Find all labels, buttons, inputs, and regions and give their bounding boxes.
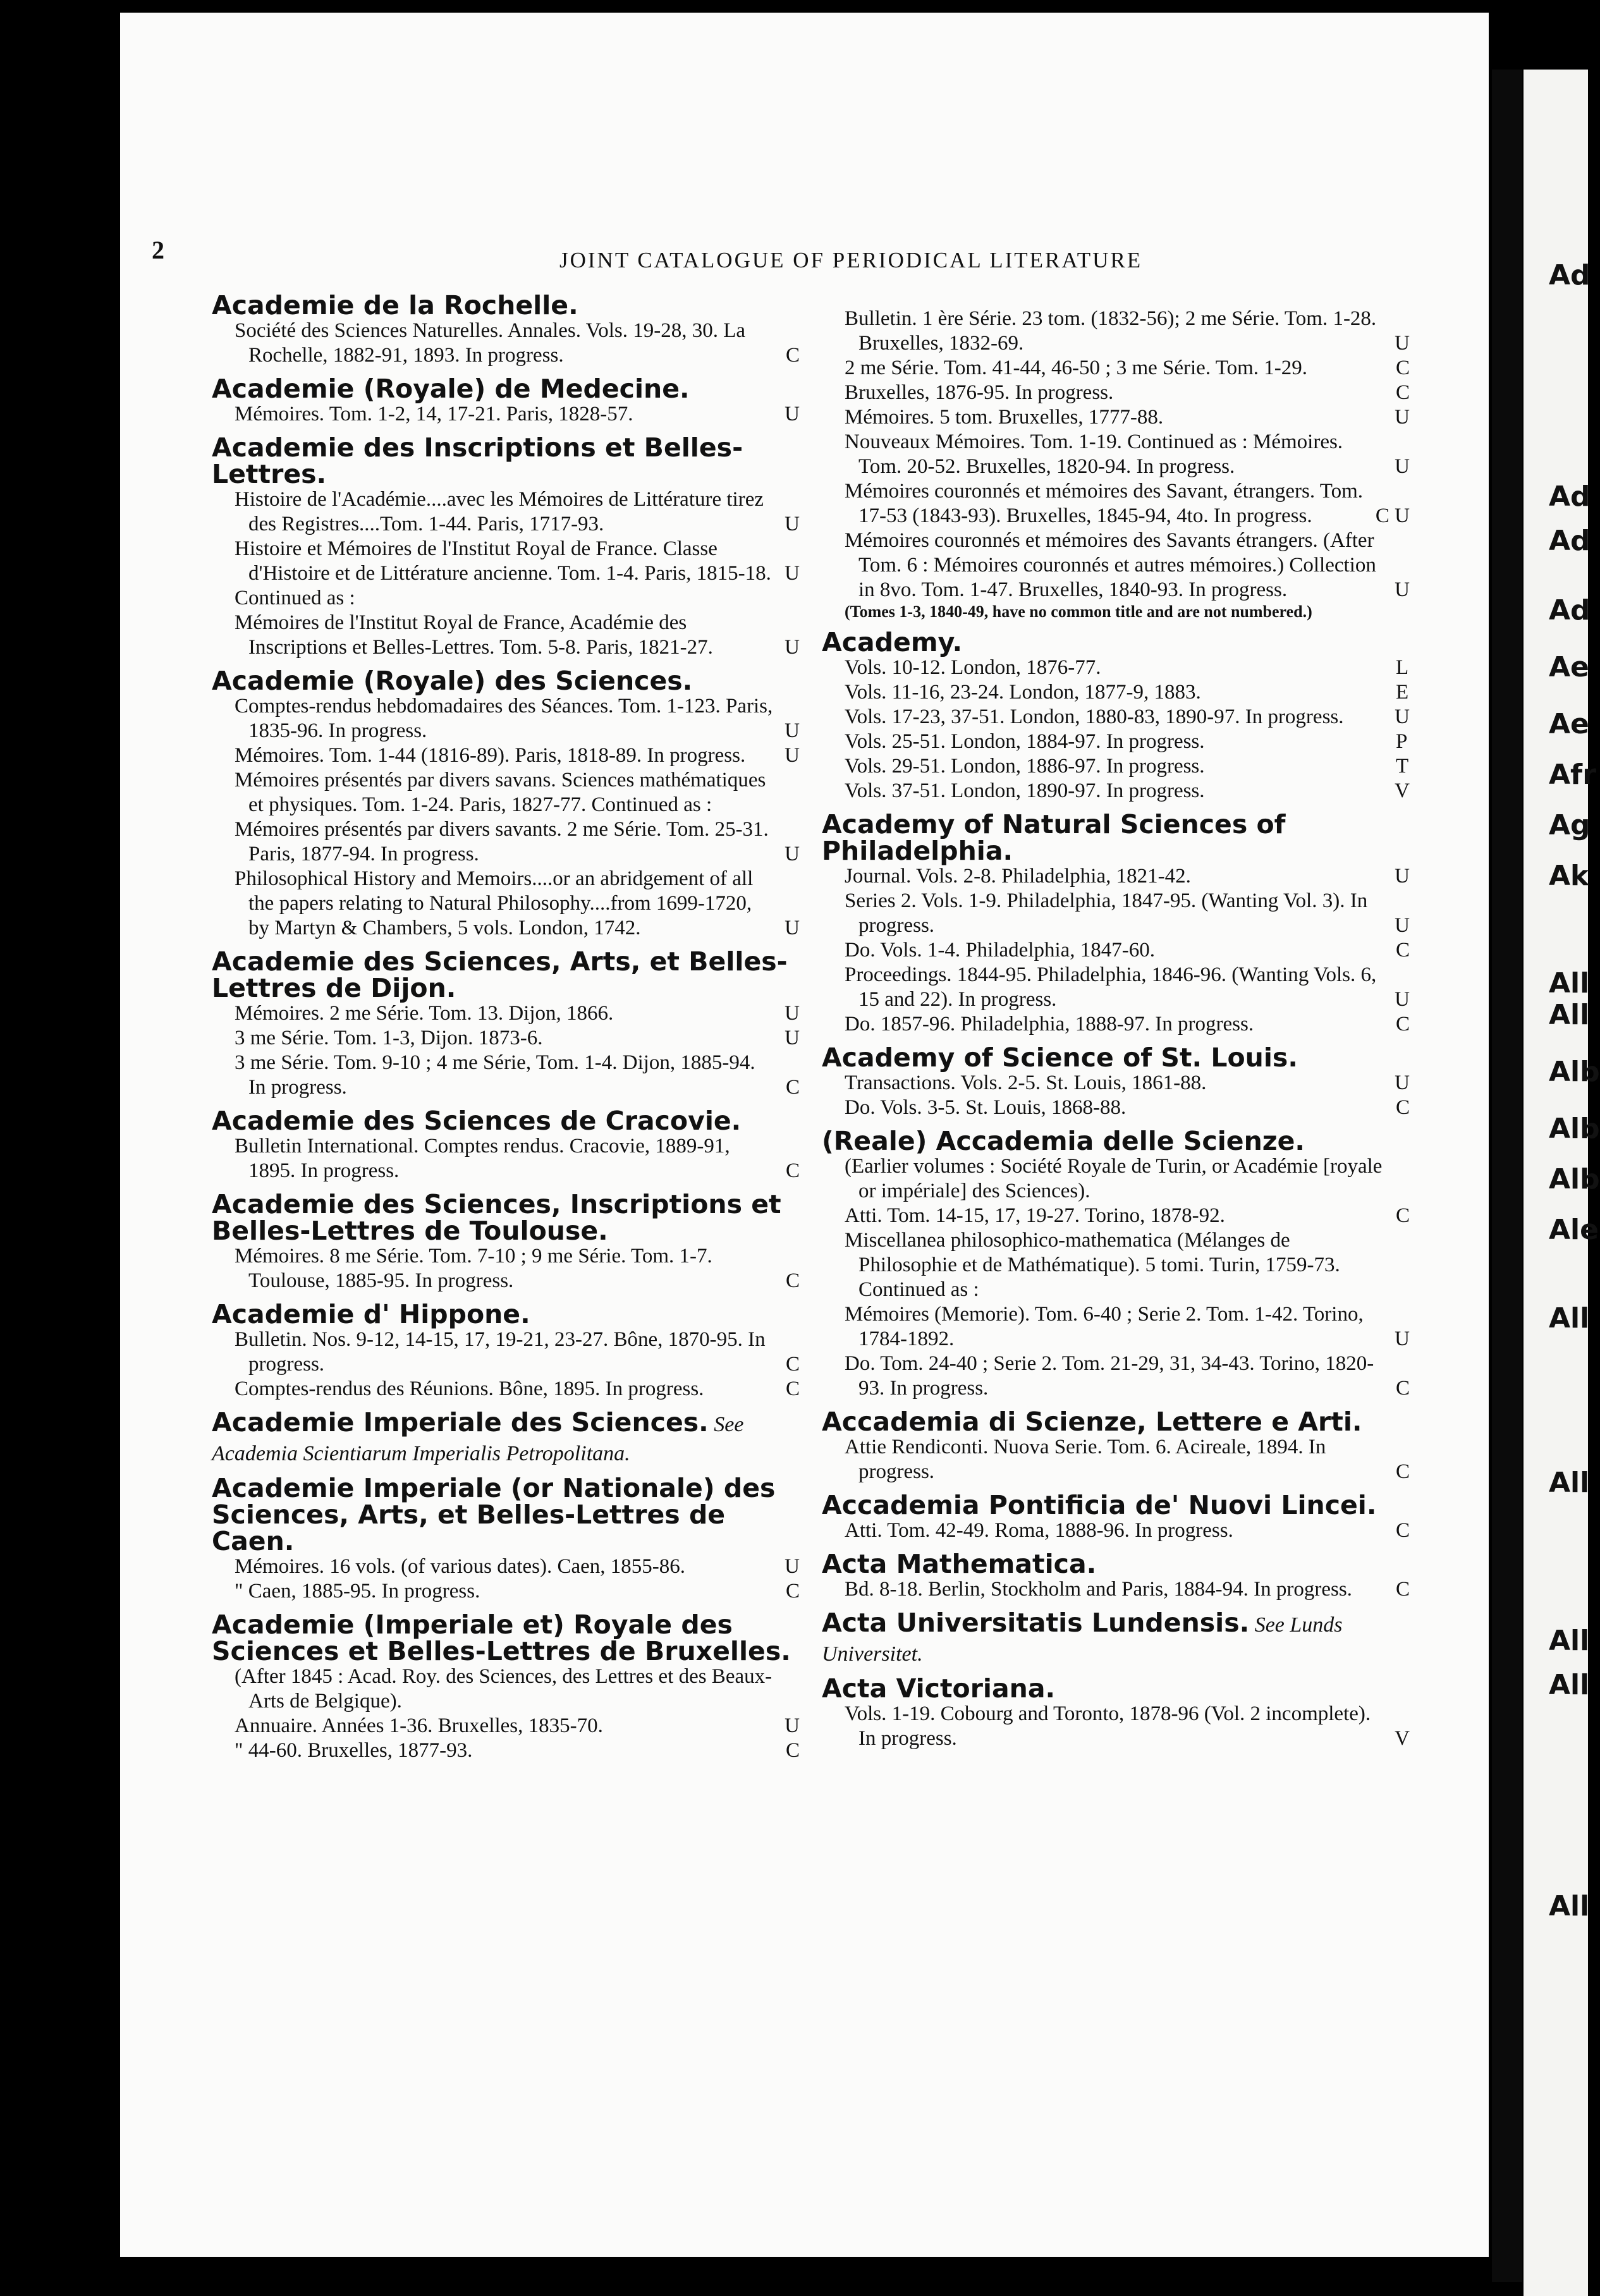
entry-heading <box>212 434 800 487</box>
holding-line <box>822 1096 1410 1120</box>
holding-line <box>212 867 800 941</box>
holding-text: Annuaire. Années 1-36. Bruxelles, 1835-70. <box>235 1714 603 1737</box>
library-code: U <box>1395 865 1410 888</box>
entry-title: Academie (Royale) de Medecine. <box>212 374 690 404</box>
holding-text: Mémoires couronnés et mémoires des Savant, étrangers. Tom. 17-53 (1843-93). Bruxelles, 1845-94, 4to. In progress. <box>845 480 1364 527</box>
library-code: U <box>1395 705 1410 728</box>
holding-text: Do. Vols. 1-4. Philadelphia, 1847-60. <box>845 939 1156 962</box>
holding-text: Mémoires. 2 me Série. Tom. 13. Dijon, 1866. <box>235 1002 614 1025</box>
library-code: U <box>1395 1072 1410 1094</box>
holding-line <box>212 487 800 537</box>
holding-line <box>212 1051 800 1100</box>
library-code: U <box>785 917 800 939</box>
holding-line <box>212 817 800 867</box>
entry-title: Acta Victoriana. <box>822 1673 1056 1704</box>
entry-title: Academie des Inscriptions et Belles-Lettres. <box>212 432 743 489</box>
holding-text: Nouveaux Mémoires. Tom. 1-19. Continued as : Mémoires. Tom. 20-52. Bruxelles, 1820-94. In progress. <box>845 430 1343 478</box>
holding-text: Journal. Vols. 2-8. Philadelphia, 1821-42. <box>845 865 1191 888</box>
library-code: U <box>785 719 800 742</box>
left-column <box>212 292 800 1771</box>
holding-text: Vols. 10-12. London, 1876-77. <box>845 656 1101 679</box>
holding-line <box>822 1702 1410 1751</box>
library-code: U <box>785 513 800 535</box>
right-column <box>822 307 1410 1759</box>
holding-text: " 44-60. Bruxelles, 1877-93. <box>235 1739 473 1762</box>
library-code: U <box>1395 578 1410 601</box>
holding-line <box>822 356 1410 381</box>
holding-text: Mémoires. Tom. 1-44 (1816-89). Paris, 1818-89. In progress. <box>235 744 746 767</box>
entry-heading <box>822 811 1410 864</box>
holding-text: Bulletin. 1 ère Série. 23 tom. (1832-56); 2 me Série. Tom. 1-28. Bruxelles, 1832-69. <box>845 307 1377 355</box>
library-code: V <box>1395 1727 1410 1750</box>
holding-line <box>822 1228 1410 1302</box>
catalogue-entry <box>822 1609 1410 1668</box>
library-code: U <box>785 1027 800 1049</box>
holding-text: Transactions. Vols. 2-5. St. Louis, 1861-88. <box>845 1072 1207 1094</box>
holding-text: Bruxelles, 1876-95. In progress. <box>845 381 1114 404</box>
holding-text: Do. Vols. 3-5. St. Louis, 1868-88. <box>845 1096 1127 1119</box>
holding-line <box>822 1518 1410 1543</box>
library-code: C U <box>1375 504 1410 527</box>
entry-heading <box>212 668 800 694</box>
catalogue-entry <box>212 1301 800 1401</box>
holding-text: Atti. Tom. 14-15, 17, 19-27. Torino, 1878-92. <box>845 1204 1225 1227</box>
catalogue-entry <box>822 629 1410 803</box>
catalogue-entry <box>212 376 800 427</box>
holding-line <box>212 1554 800 1579</box>
library-code: U <box>785 1714 800 1737</box>
library-code: U <box>785 403 800 425</box>
holding-text: (After 1845 : Acad. Roy. des Sciences, des Lettres et des Beaux-Arts de Belgique). <box>235 1665 773 1713</box>
catalogue-entry <box>212 434 800 660</box>
holding-text: 2 me Série. Tom. 41-44, 46-50 ; 3 me Série. Tom. 1-29. <box>845 357 1307 379</box>
catalogue-entry <box>212 1409 800 1467</box>
holding-text: Mémoires. 5 tom. Bruxelles, 1777-88. <box>845 406 1164 429</box>
catalogue-entry <box>822 1492 1410 1543</box>
holding-line <box>822 1435 1410 1484</box>
holding-text: Mémoires. 8 me Série. Tom. 7-10 ; 9 me Série. Tom. 1-7. Toulouse, 1885-95. In progress. <box>235 1245 712 1292</box>
holding-line: Vols. 10-12. London, 1876-77. L <box>845 656 1409 679</box>
entry-heading <box>822 1408 1410 1435</box>
entry-title: Accademia di Scienze, Lettere e Arti. <box>822 1407 1362 1437</box>
holding-text: Atti. Tom. 42-49. Roma, 1888-96. In progress. <box>845 1519 1233 1542</box>
holding-text: Mémoires. Tom. 1-2, 14, 17-21. Paris, 1828-57. <box>235 403 633 425</box>
holding-text: Philosophical History and Memoirs....or an abridgement of all the papers relating to Natural Philosophy....from 1699-1720, by Martyn & Chambers, 5 vols. London, 1742. <box>235 867 754 939</box>
holding-line: Vols. 29-51. London, 1886-97. In progress. T <box>845 755 1409 778</box>
holding-line <box>212 402 800 427</box>
holding-text: Mémoires présentés par divers savants. 2 me Série. Tom. 25-31. Paris, 1877-94. In progress. <box>235 818 769 865</box>
holding-line <box>822 430 1410 479</box>
holding-text: Vols. 11-16, 23-24. London, 1877-9, 1883. <box>845 681 1201 704</box>
library-code: U <box>1395 988 1410 1011</box>
entry-title: Academie Imperiale (or Nationale) des Sciences, Arts, et Belles-Lettres de Caen. <box>212 1473 776 1556</box>
library-code: U <box>785 744 800 767</box>
library-code: V <box>1395 779 1410 802</box>
see-reference: See Lunds Universitet. <box>822 1613 1343 1666</box>
holding-text: Comptes-rendus hebdomadaires des Séances. Tom. 1-123. Paris, 1835-96. In progress. <box>235 695 773 742</box>
catalogue-entry <box>212 1611 800 1763</box>
entry-heading <box>822 1128 1410 1154</box>
holding-text: Bulletin. Nos. 9-12, 14-15, 17, 19-21, 23-27. Bône, 1870-95. In progress. <box>235 1328 766 1376</box>
holding-text: Mémoires présentés par divers savans. Sciences mathématiques et physiques. Tom. 1-24. Paris, 1827-77. Continued as : <box>235 769 766 816</box>
entry-title: Accademia Pontificia de' Nuovi Lincei. <box>822 1490 1377 1520</box>
holding-text: Vols. 25-51. London, 1884-97. In progress. <box>845 730 1205 753</box>
catalogue-entry <box>212 948 800 1100</box>
entry-title: Acta Mathematica. <box>822 1549 1097 1579</box>
next-page-heading-fragment: Ae <box>1549 708 1589 740</box>
holding-line <box>212 1377 800 1401</box>
catalogue-entry <box>822 1044 1410 1120</box>
next-page-heading-fragment: All <box>1549 1669 1590 1701</box>
entry-heading <box>822 1551 1410 1577</box>
holding-text: Mémoires de l'Institut Royal de France, Académie des Inscriptions et Belles-Lettres. Tom. 5-8. Paris, 1821-27. <box>235 611 713 659</box>
library-code: U <box>1395 1328 1410 1350</box>
holding-line <box>822 963 1410 1012</box>
entry-title: Academie (Imperiale et) Royale des Sciences et Belles-Lettres de Bruxelles. <box>212 1609 791 1666</box>
footnote: (Tomes 1-3, 1840-49, have no common title and are not numbered.) <box>845 602 1312 621</box>
see-reference: See Academia Scientiarum Imperialis Petropolitana. <box>212 1413 744 1465</box>
holding-line <box>212 743 800 768</box>
entry-title: (Reale) Accademia delle Scienze. <box>822 1126 1305 1156</box>
next-page-heading-fragment: Ad <box>1549 480 1591 513</box>
holding-text: Comptes-rendus des Réunions. Bône, 1895. In progress. <box>235 1377 704 1400</box>
library-code: U <box>785 843 800 865</box>
holding-text: 3 me Série. Tom. 9-10 ; 4 me Série, Tom. 1-4. Dijon, 1885-94. In progress. <box>235 1051 755 1099</box>
holding-text: Do. Tom. 24-40 ; Serie 2. Tom. 21-29, 31, 34-43. Torino, 1820-93. In progress. <box>845 1352 1374 1400</box>
library-code: U <box>785 562 800 585</box>
holding-text: Series 2. Vols. 1-9. Philadelphia, 1847-95. (Wanting Vol. 3). In progress. <box>845 889 1368 937</box>
catalogue-entry <box>822 307 1410 621</box>
holding-text: " Caen, 1885-95. In progress. <box>235 1580 480 1603</box>
entry-title: Acta Universitatis Lundensis. <box>822 1608 1250 1638</box>
entry-heading <box>822 1044 1410 1071</box>
holding-line <box>212 1244 800 1293</box>
holding-text: Continued as : <box>235 587 355 609</box>
entry-heading <box>822 629 1410 656</box>
holding-line <box>822 1302 1410 1352</box>
library-code: U <box>1395 455 1410 478</box>
holding-text: Bd. 8-18. Berlin, Stockholm and Paris, 1884-94. In progress. <box>845 1578 1352 1601</box>
holding-line <box>212 1001 800 1026</box>
entry-title: Academie (Royale) des Sciences. <box>212 666 693 696</box>
holding-line <box>822 1154 1410 1204</box>
entry-heading <box>212 1108 800 1134</box>
holding-line <box>822 938 1410 963</box>
holding-text: Histoire et Mémoires de l'Institut Royal de France. Classe d'Histoire et de Littérature ancienne. Tom. 1-4. Paris, 1815-18. <box>235 537 771 585</box>
entry-title: Academie de la Rochelle. <box>212 290 578 321</box>
next-page-heading-fragment: Ad <box>1549 259 1591 291</box>
library-code: U <box>1395 332 1410 355</box>
entry-heading <box>212 1409 800 1467</box>
next-page-heading-fragment: Ak <box>1549 860 1589 892</box>
catalogue-entry <box>212 1475 800 1604</box>
catalogue-entry <box>822 1408 1410 1484</box>
entry-heading <box>212 1191 800 1244</box>
holding-line <box>822 1012 1410 1037</box>
holding-line <box>212 1714 800 1738</box>
holding-line <box>822 307 1410 356</box>
next-page-heading-fragment: All <box>1549 967 1590 999</box>
holding-line <box>212 1664 800 1714</box>
catalogue-entry <box>822 811 1410 1037</box>
entry-title: Academy of Science of St. Louis. <box>822 1042 1298 1073</box>
holding-text: Do. 1857-96. Philadelphia, 1888-97. In progress. <box>845 1013 1254 1035</box>
catalogue-entry <box>212 1108 800 1183</box>
entry-title: Academy. <box>822 627 963 657</box>
catalogue-entry <box>822 1551 1410 1602</box>
holding-line <box>822 381 1410 405</box>
holding-line <box>822 779 1410 803</box>
library-code: U <box>1395 406 1410 429</box>
library-code: U <box>785 1002 800 1025</box>
holding-text: Vols. 37-51. London, 1890-97. In progress. <box>845 779 1205 802</box>
holding-text: Histoire de l'Académie....avec les Mémoires de Littérature tirez des Registres....Tom. 1-44. Paris, 1717-93. <box>235 488 764 535</box>
holding-text: Vols. 1-19. Cobourg and Toronto, 1878-96 (Vol. 2 incomplete). In progress. <box>845 1702 1371 1750</box>
entry-heading <box>212 292 800 319</box>
library-code: U <box>785 636 800 659</box>
holding-text: Vols. 29-51. London, 1886-97. In progress. <box>845 755 1205 778</box>
catalogue-entry <box>212 668 800 941</box>
holding-line <box>822 528 1410 602</box>
holding-line <box>212 694 800 743</box>
next-page-heading-fragment: Afr <box>1549 759 1596 791</box>
entry-heading <box>212 1475 800 1554</box>
next-page-heading-fragment: Alb <box>1549 1056 1600 1088</box>
entry-title: Academie d' Hippone. <box>212 1299 530 1329</box>
entry-heading <box>212 376 800 402</box>
next-page-heading-fragment: Alb <box>1549 1163 1600 1195</box>
entry-heading <box>822 1492 1410 1518</box>
page-number: 2 <box>152 236 164 264</box>
next-page-heading-fragment: Alb <box>1549 1113 1600 1145</box>
running-head: JOINT CATALOGUE OF PERIODICAL LITERATURE <box>559 248 1143 272</box>
holding-line <box>822 1071 1410 1096</box>
holding-line <box>212 1738 800 1763</box>
catalogue-entry <box>822 1128 1410 1401</box>
holding-line <box>822 1352 1410 1401</box>
next-page-heading-fragment: Ale <box>1549 1214 1599 1246</box>
next-page-heading-fragment: All <box>1549 1302 1590 1334</box>
next-page-fragment <box>1524 70 1600 2296</box>
holding-line <box>822 405 1410 430</box>
next-page-heading-fragment: All <box>1549 1890 1590 1922</box>
entry-heading <box>822 1675 1410 1702</box>
holding-text: 3 me Série. Tom. 1-3, Dijon. 1873-6. <box>235 1027 543 1049</box>
holding-line <box>822 705 1410 730</box>
next-page-heading-fragment: Ad <box>1549 525 1591 557</box>
holding-line <box>212 319 800 368</box>
holding-line <box>212 611 800 660</box>
entry-title: Academie des Sciences de Cracovie. <box>212 1106 742 1136</box>
entry-title: Academie des Sciences, Arts, et Belles-Lettres de Dijon. <box>212 946 788 1003</box>
holding-line: Vols. 11-16, 23-24. London, 1877-9, 1883. E <box>845 681 1409 704</box>
library-code: U <box>1395 914 1410 937</box>
holding-text: Mémoires (Memorie). Tom. 6-40 ; Serie 2. Tom. 1-42. Torino, 1784-1892. <box>845 1303 1364 1350</box>
holding-line <box>212 1026 800 1051</box>
holding-text: Mémoires. 16 vols. (of various dates). Caen, 1855-86. <box>235 1555 686 1578</box>
next-page-heading-fragment: All <box>1549 1625 1590 1657</box>
holding-line <box>822 1577 1410 1602</box>
holding-line <box>212 768 800 817</box>
holding-text: Miscellanea philosophico-mathematica (Mélanges de Philosophie et de Mathématique). 5 tomi. Turin, 1759-73. Continued as : <box>845 1229 1340 1301</box>
next-page-heading-fragment: All <box>1549 999 1590 1031</box>
holding-text: Vols. 17-23, 37-51. London, 1880-83, 1890-97. In progress. <box>845 705 1344 728</box>
entry-heading <box>212 1301 800 1328</box>
holding-line <box>212 537 800 586</box>
entry-heading <box>212 1611 800 1664</box>
holding-line <box>212 586 800 611</box>
entry-title: Academie Imperiale des Sciences. <box>212 1407 709 1438</box>
holding-line: Vols. 25-51. London, 1884-97. In progress. P <box>845 730 1408 753</box>
catalogue-entry <box>822 1675 1410 1751</box>
holding-line <box>822 479 1410 528</box>
next-page-heading-fragment: Ad <box>1549 594 1591 626</box>
holding-text: Société des Sciences Naturelles. Annales. Vols. 19-28, 30. La Rochelle, 1882-91, 1893. In progress. <box>235 319 746 367</box>
holding-text: (Earlier volumes : Société Royale de Turin, or Académie [royale or impériale] des Sciences). <box>845 1155 1383 1202</box>
holding-text: Mémoires couronnés et mémoires des Savants étrangers. (After Tom. 6 : Mémoires couronnés et autres mémoires.) Collection in 8vo. Tom. 1-47. Bruxelles, 1840-93. In progress. <box>845 529 1376 601</box>
next-page-heading-fragment: Ae <box>1549 651 1589 683</box>
next-page-heading-fragment: Ag <box>1549 809 1591 841</box>
entry-heading <box>822 1609 1410 1668</box>
holding-line <box>822 864 1410 889</box>
holding-line <box>212 1134 800 1183</box>
entry-heading <box>212 948 800 1001</box>
holding-line <box>212 1579 800 1604</box>
holding-text: Proceedings. 1844-95. Philadelphia, 1846-96. (Wanting Vols. 6, 15 and 22). In progress. <box>845 963 1377 1011</box>
catalogue-entry <box>212 292 800 368</box>
holding-text: Bulletin International. Comptes rendus. Cracovie, 1889-91, 1895. In progress. <box>235 1135 730 1182</box>
entry-title: Academy of Natural Sciences of Philadelphia. <box>822 809 1286 866</box>
page-edge <box>1492 70 1522 2282</box>
library-code: U <box>785 1555 800 1578</box>
holding-line <box>822 1204 1410 1228</box>
next-page-heading-fragment: All <box>1549 1467 1590 1499</box>
entry-title: Academie des Sciences, Inscriptions et Belles-Lettres de Toulouse. <box>212 1189 781 1246</box>
catalogue-entry <box>212 1191 800 1293</box>
holding-line <box>212 1328 800 1377</box>
holding-text: Attie Rendiconti. Nuova Serie. Tom. 6. Acireale, 1894. In progress. <box>845 1436 1326 1483</box>
holding-line <box>822 889 1410 938</box>
